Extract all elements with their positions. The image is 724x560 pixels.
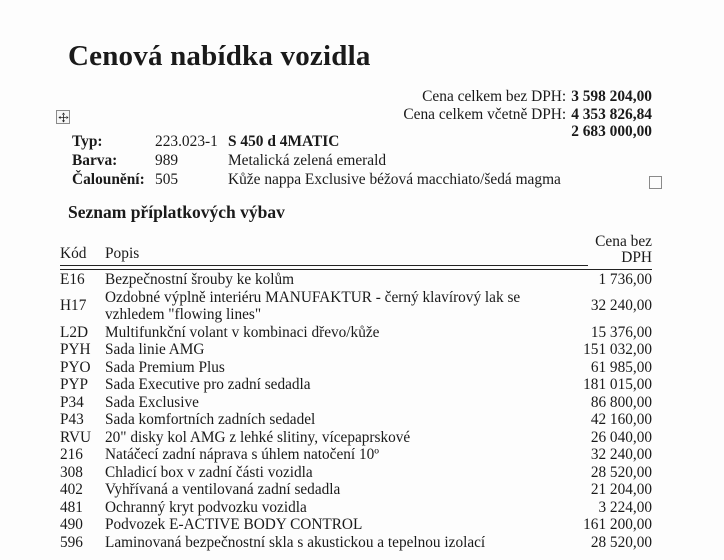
option-row [60,324,652,342]
option-code: PYP [60,376,89,393]
option-code: 402 [60,481,83,498]
option-code: 308 [60,463,83,481]
total-line [403,88,652,106]
option-description: Bezpečnostní šrouby ke kolům [105,271,295,288]
total-value: 3 598 204,00 [571,88,652,105]
option-price: 1 736,00 [598,271,652,288]
option-row [60,516,652,534]
col-header-popis: Popis [105,245,588,266]
section-heading: Seznam příplatkových výbav [68,202,285,222]
vehicle-info-table [72,132,632,189]
option-row [60,341,652,359]
vehicle-row [72,132,632,151]
option-description: Sada Exclusive [105,393,199,411]
option-code: E16 [60,271,85,288]
option-description: Vyhřívaná a ventilovaná zadní sedadla [105,481,341,498]
option-description: Sada Premium Plus [105,358,225,376]
option-price: 161 200,00 [583,516,652,533]
option-price: 26 040,00 [590,428,652,446]
total-value: 4 353 826,84 [571,105,652,123]
option-code: P43 [60,411,84,428]
option-row [60,429,652,447]
option-price: 21 204,00 [590,481,652,498]
option-price: 32 240,00 [590,446,652,463]
option-row [60,394,652,412]
option-description: Sada linie AMG [105,341,205,358]
option-row [60,534,652,552]
option-row [60,464,652,482]
options-table-rows [60,271,652,551]
option-price: 61 985,00 [590,358,652,376]
option-row [60,499,652,517]
vehicle-row-label: Barva: [72,152,118,169]
options-table-header [60,234,652,266]
vehicle-row-label: Čalounění: [72,171,145,188]
option-row [60,481,652,499]
option-price: 32 240,00 [590,297,652,315]
option-description: Podvozek E-ACTIVE BODY CONTROL [105,516,363,533]
option-description: Multifunkční volant v kombinaci dřevo/kůže [105,323,380,341]
col-header-cena-bez-dph [588,234,652,266]
four-way-arrow-icon [58,112,69,123]
vehicle-row-code: 505 [155,171,179,188]
vehicle-row-description: Metalická zelená emerald [228,152,387,169]
vehicle-row [72,151,632,170]
page-title: Cenová nabídka vozidla [68,40,371,72]
total-label: Cena celkem bez DPH: [422,88,567,105]
option-description: Chladicí box v zadní části vozidla [105,463,313,481]
option-description: 20" disky kol AMG z lehké slitiny, vícepaprskové [105,428,411,446]
option-price: 42 160,00 [590,411,652,428]
vehicle-row [72,170,632,189]
vehicle-row-label: Typ: [72,133,103,150]
option-code: H17 [60,297,87,315]
option-row [60,289,652,324]
header-rule [60,269,652,270]
option-code: 596 [60,533,83,551]
option-description: Ochranný kryt podvozku vozidla [105,498,307,516]
table-move-handle-icon[interactable] [56,110,70,124]
option-price: 28 520,00 [590,533,652,551]
option-price: 181 015,00 [583,376,652,393]
option-code: 216 [60,446,83,463]
option-row [60,446,652,464]
option-row [60,359,652,377]
option-row [60,376,652,394]
option-description: Ozdobné výplně interiéru MANUFAKTUR - černý klavírový lak se vzhledem "flowing lines" [105,288,521,323]
option-row [60,411,652,429]
option-code: L2D [60,323,89,341]
options-table [60,234,652,551]
option-description: Sada komfortních zadních sedadel [105,411,316,428]
vehicle-row-description: Kůže nappa Exclusive béžová macchiato/šedá magma [228,171,561,188]
vehicle-row-description: S 450 d 4MATIC [228,133,340,150]
option-code: 490 [60,516,83,533]
option-price: 3 224,00 [598,498,652,516]
col-header-cena-line2: DPH [621,249,652,266]
total-line [403,106,652,124]
option-description: Laminovaná bezpečnostní skla s akustickou a tepelnou izolací [105,533,486,551]
option-row [60,271,652,289]
option-description: Natáčecí zadní náprava s úhlem natočení 10º [105,446,380,463]
col-header-cena-line1: Cena bez [595,233,652,250]
option-code: P34 [60,393,84,411]
option-code: PYO [60,358,91,376]
option-price: 151 032,00 [583,341,652,358]
option-price: 86 800,00 [590,393,652,411]
total-value: 2 683 000,00 [571,123,652,141]
col-header-kod: Kód [60,245,105,266]
total-label: Cena celkem včetně DPH: [403,105,567,123]
option-price: 28 520,00 [590,463,652,481]
option-code: PYH [60,341,91,358]
vehicle-row-code: 989 [155,152,179,169]
checkbox[interactable] [649,176,662,189]
option-price: 15 376,00 [590,323,652,341]
option-description: Sada Executive pro zadní sedadla [105,376,311,393]
vehicle-row-code: 223.023-1 [155,133,218,150]
option-code: 481 [60,498,83,516]
option-code: RVU [60,428,92,446]
